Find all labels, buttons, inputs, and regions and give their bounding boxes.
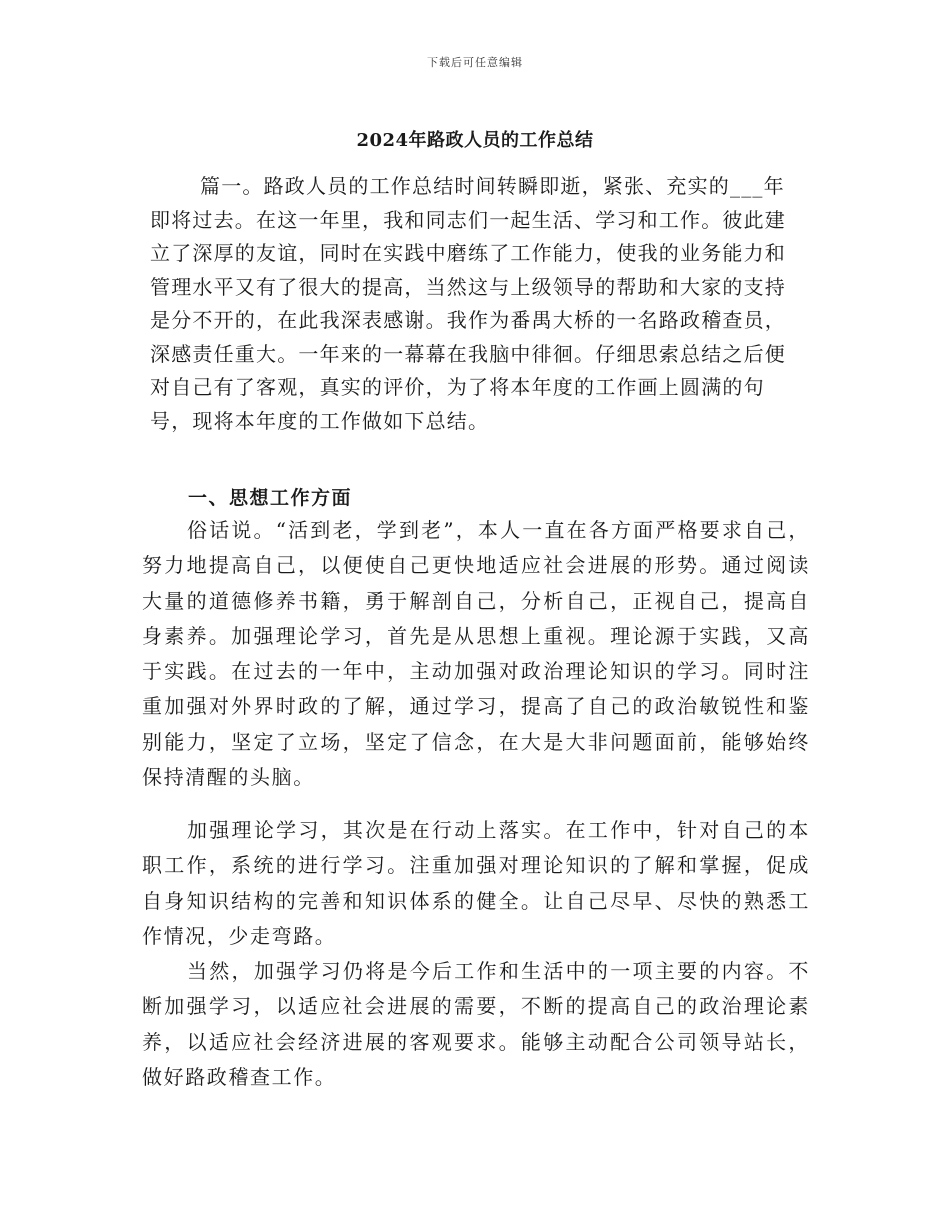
intro-paragraph: 篇一。路政人员的工作总结时间转瞬即逝，紧张、充实的___年即将过去。在这一年里，我和同志们一起生活、学习和工作。彼此建立了深厚的友谊，同时在实践中磨练了工作能力，使我的业务能力和管理水平又有了很大的提高，当然这与上级领导的帮助和大家的支持是分不开的，在此我深表感谢。我作为番禺大桥的一名路政稽查员，深感责任重大。一年来的一幕幕在我脑中徘徊。仔细思索总结之后便对自己有了客观，真实的评价，为了将本年度的工作画上圆满的句号，现将本年度的工作做如下总结。 <box>150 174 786 433</box>
body-paragraph: 加强理论学习，其次是在行动上落实。在工作中，针对自己的本职工作，系统的进行学习。注重加强对理论知识的了解和掌握，促成自身知识结构的完善和知识体系的健全。让自己尽早、尽快的熟悉工作情况，少走弯路。 <box>142 818 810 948</box>
document-title: 2024年路政人员的工作总结 <box>356 130 594 151</box>
page-header: 下载后可任意编辑 <box>427 56 523 69</box>
section-heading-ideology: 一、思想工作方面 <box>188 487 353 509</box>
body-paragraph: 俗话说。“活到老，学到老”，本人一直在各方面严格要求自己，努力地提高自己，以便使自己更快地适应社会进展的形势。通过阅读大量的道德修养书籍，勇于解剖自己，分析自己，正视自己，提高自身素养。加强理论学习，首先是从思想上重视。理论源于实践，又高于实践。在过去的一年中，主动加强对政治理论知识的学习。同时注重加强对外界时政的了解，通过学习，提高了自己的政治敏锐性和鉴别能力，坚定了立场，坚定了信念，在大是大非问题面前，能够始终保持清醒的头脑。 <box>142 518 810 790</box>
body-paragraph: 当然，加强学习仍将是今后工作和生活中的一项主要的内容。不断加强学习，以适应社会进展的需要，不断的提高自己的政治理论素养，以适应社会经济进展的客观要求。能够主动配合公司领导站长，做好路政稽查工作。 <box>142 959 810 1089</box>
